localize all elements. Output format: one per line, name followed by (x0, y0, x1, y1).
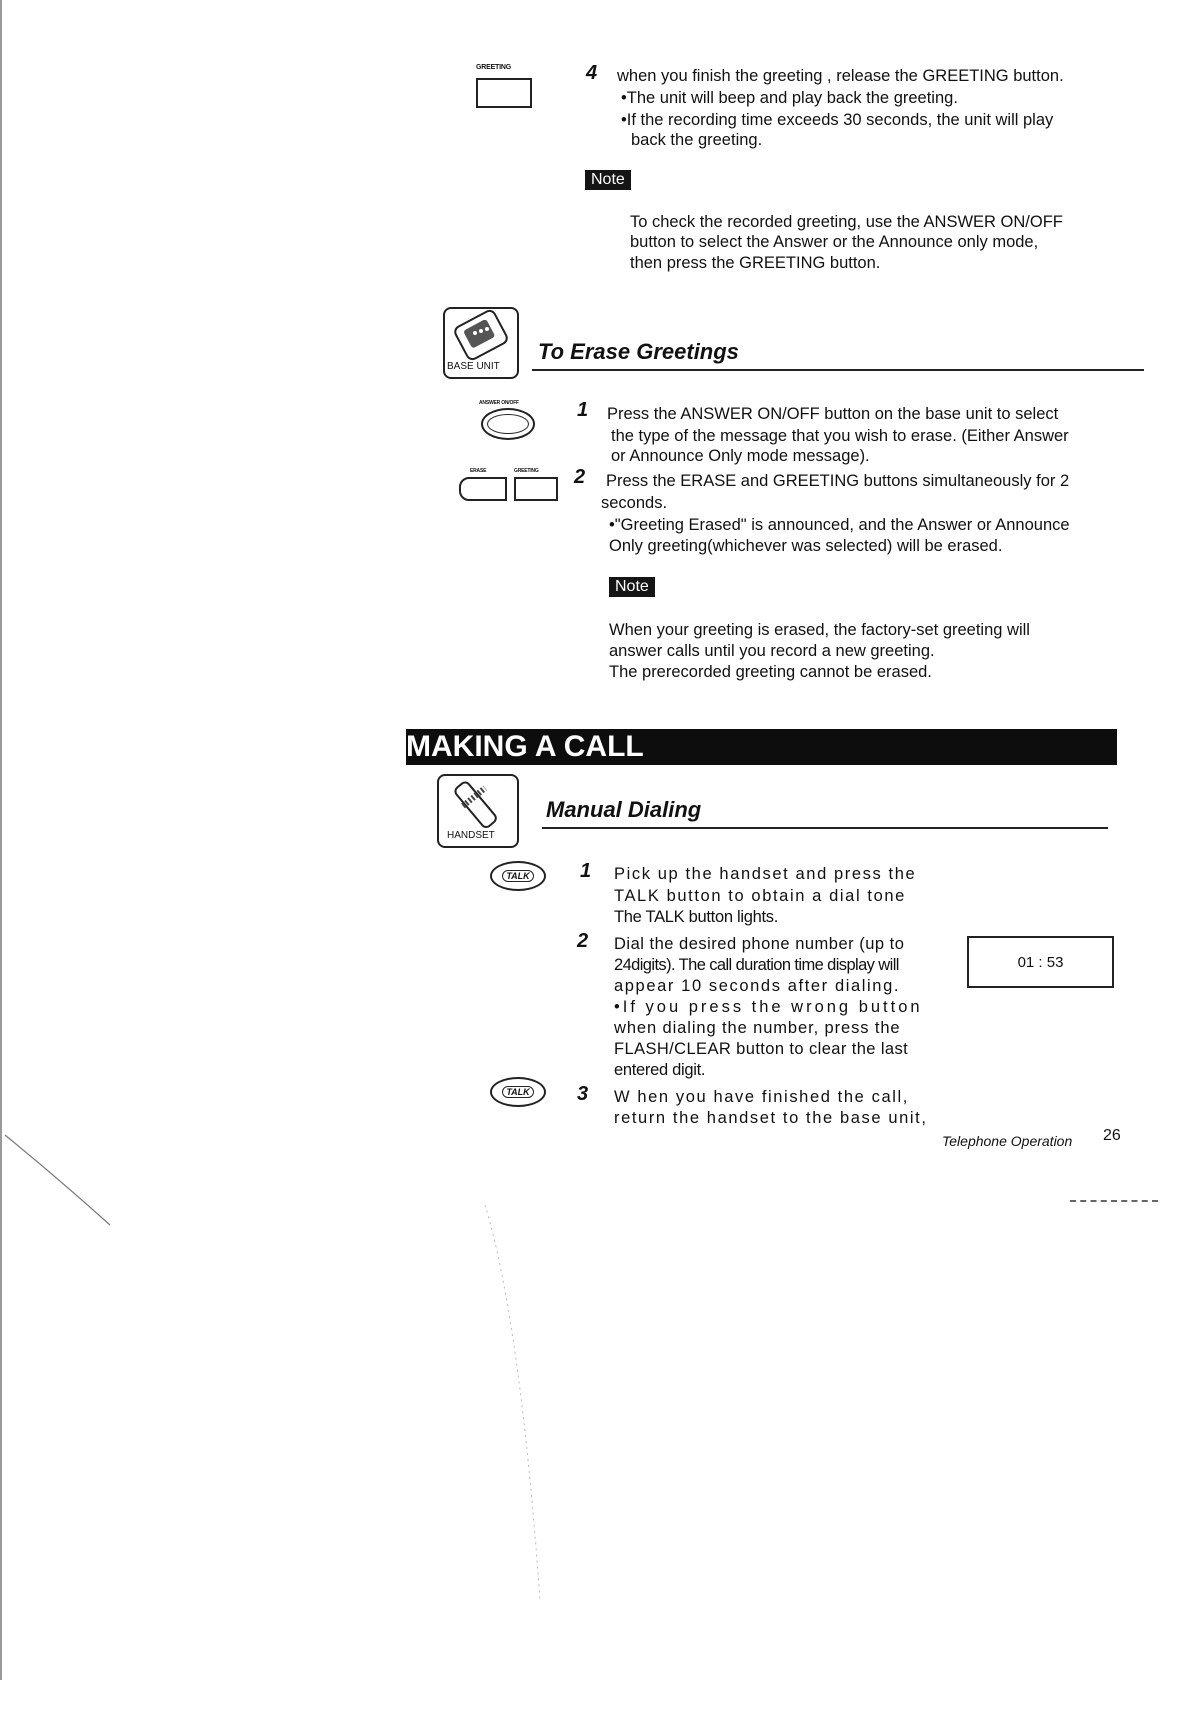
step-number: 1 (580, 860, 592, 882)
section-rule (532, 369, 1144, 371)
erase-icon-label: ERASE (470, 468, 487, 474)
manual-step2-text: entered digit. (614, 1061, 706, 1079)
erase-step2-text: Only greeting(whichever was selected) will be erased. (609, 537, 1003, 555)
manual-step3-text: W hen you have finished the call, (614, 1088, 909, 1106)
step4-bullet: •If the recording time exceeds 30 seconds, the unit will play (621, 111, 1054, 129)
base-unit-icon (443, 307, 519, 379)
talk-icon-label: TALK (502, 1086, 533, 1098)
footer-section-label: Telephone Operation (942, 1133, 1073, 1149)
section-title: To Erase Greetings (538, 339, 739, 364)
greeting-button-icon (514, 477, 558, 501)
erase-button-icon (459, 477, 507, 501)
base-unit-phone-icon (445, 309, 517, 361)
step-number: 3 (577, 1083, 589, 1105)
scan-artifact-line (480, 1200, 580, 1620)
manual-step1-text: Pick up the handset and press the (614, 865, 917, 883)
step-number: 2 (577, 930, 589, 952)
section-rule (542, 827, 1108, 829)
greeting-icon-label: GREETING (514, 468, 539, 474)
scan-artifact-line (0, 1130, 130, 1240)
section-title: Manual Dialing (546, 797, 702, 822)
talk-button-icon (490, 1077, 546, 1107)
section-banner (406, 729, 1117, 765)
base-unit-icon-label: BASE UNIT (447, 361, 500, 372)
note2-text: The prerecorded greeting cannot be erased. (609, 663, 932, 681)
manual-step2-text: Dial the desired phone number (up to (614, 935, 905, 953)
step4-bullet: •The unit will beep and play back the greeting. (621, 89, 958, 107)
greeting-button-icon (476, 78, 532, 108)
note2-text: When your greeting is erased, the factory-set greeting will (609, 621, 1030, 639)
answer-onoff-button-icon (481, 408, 535, 440)
note1-text: To check the recorded greeting, use the ANSWER ON/OFF (630, 213, 1063, 231)
erase-step2-text: •"Greeting Erased" is announced, and the Answer or Announce (609, 516, 1070, 534)
greeting-icon-label: GREETING (476, 64, 511, 71)
call-duration-display (967, 936, 1114, 988)
manual-step2-text: appear 10 seconds after dialing. (614, 977, 901, 995)
erase-step1-text: or Announce Only mode message). (611, 447, 870, 465)
note-badge: Note (609, 577, 655, 597)
scan-artifact-line (190, 1700, 270, 1710)
step-number: 4 (586, 62, 598, 84)
talk-icon-label: TALK (502, 870, 533, 882)
erase-step2-text: seconds. (601, 494, 668, 512)
manual-step3-text: return the handset to the base unit, (614, 1109, 928, 1127)
note1-text: then press the GREETING button. (630, 254, 881, 272)
manual-step2-text: •If you press the wrong button (614, 998, 923, 1016)
erase-step2-text: Press the ERASE and GREETING buttons simultaneously for 2 (606, 472, 1070, 490)
call-duration-value: 01 : 53 (1017, 953, 1064, 971)
step-number: 1 (577, 399, 589, 421)
page-number: 26 (1103, 1127, 1121, 1144)
handset-phone-icon (439, 776, 517, 830)
manual-step2-text: FLASH/CLEAR button to clear the last (614, 1040, 909, 1058)
note2-text: answer calls until you record a new greeting. (609, 642, 935, 660)
erase-step1-text: Press the ANSWER ON/OFF button on the base unit to select (607, 405, 1059, 423)
scan-edge-left (0, 0, 2, 1680)
manual-step2-text: 24digits). The call duration time display will (614, 956, 899, 974)
manual-step2-text: when dialing the number, press the (614, 1019, 901, 1037)
step4-bullet-cont: back the greeting. (631, 131, 763, 149)
handset-icon (437, 774, 519, 848)
handset-icon-label: HANDSET (447, 830, 495, 841)
talk-button-icon (490, 861, 546, 891)
scan-artifact-dashes (1070, 1200, 1158, 1202)
note-badge: Note (585, 170, 631, 190)
step-number: 2 (574, 466, 586, 488)
step4-text: when you finish the greeting , release the GREETING button. (617, 67, 1064, 85)
note1-text: button to select the Answer or the Announce only mode, (630, 233, 1039, 251)
manual-step1-text: TALK button to obtain a dial tone (614, 887, 906, 905)
banner-title: MAKING A CALL (406, 730, 644, 763)
answer-onoff-icon-label: ANSWER ON/OFF (479, 400, 519, 406)
manual-step1-text: The TALK button lights. (614, 908, 779, 926)
erase-step1-text: the type of the message that you wish to erase. (Either Answer (611, 427, 1069, 445)
